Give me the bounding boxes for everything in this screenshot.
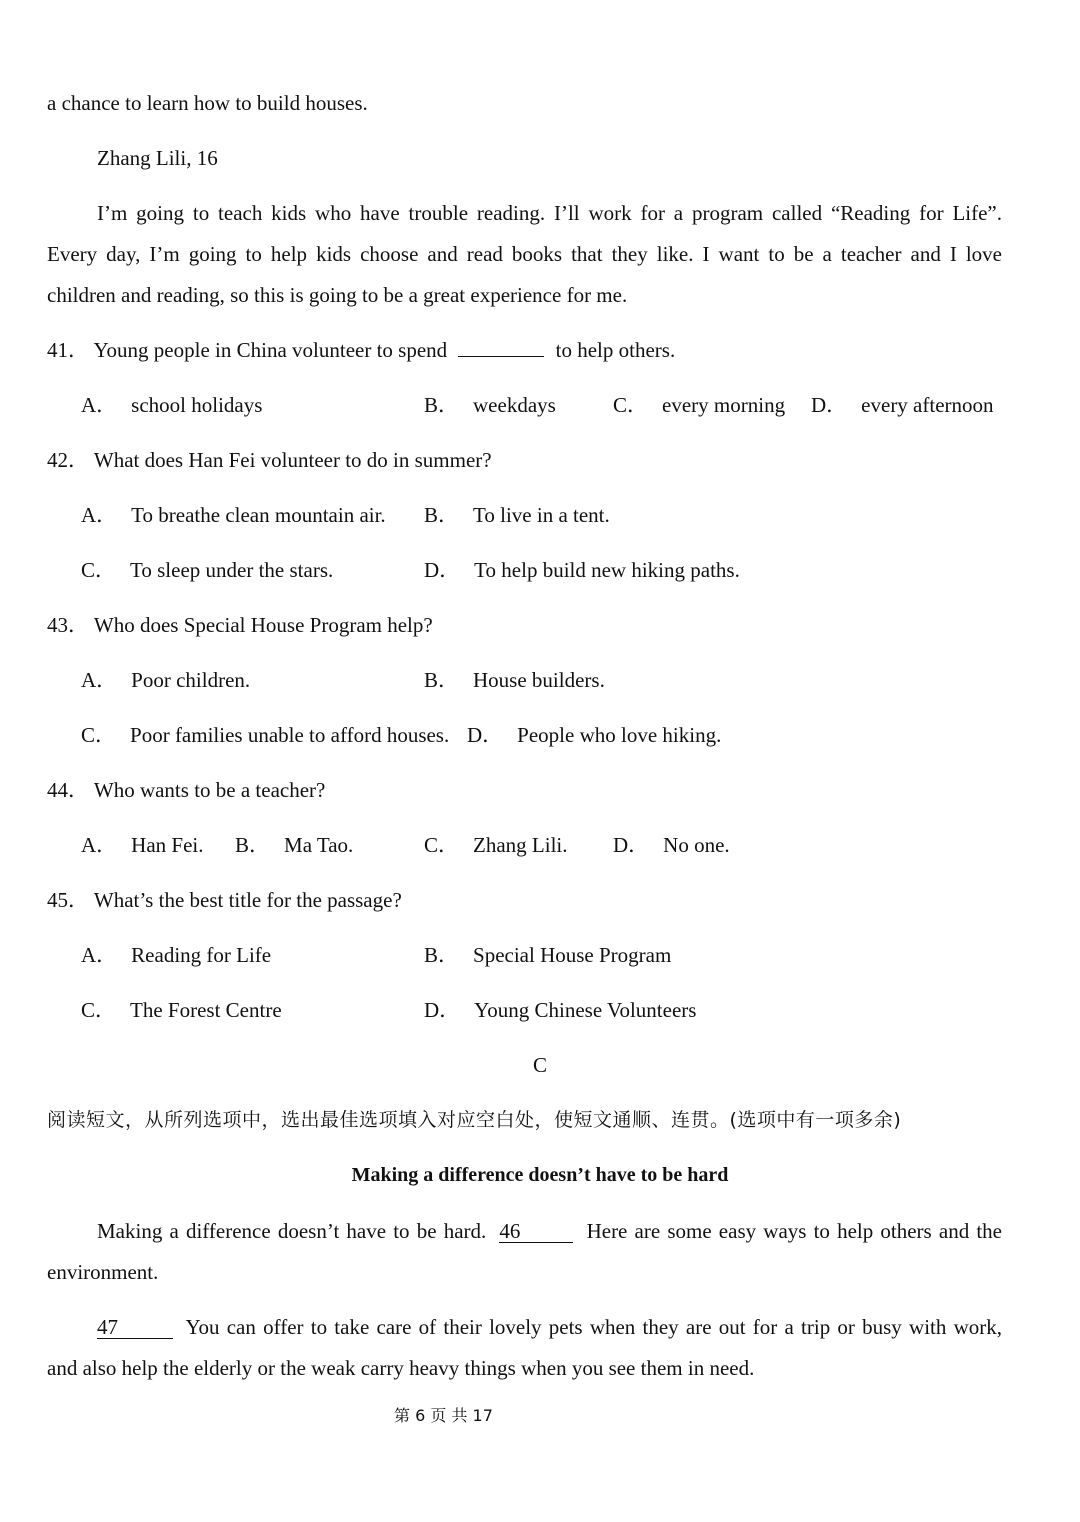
section-heading: C <box>532 1053 547 1077</box>
option-label: D． <box>424 558 461 582</box>
option-text: Zhang Lili. <box>473 833 568 857</box>
question-stem: What does Han Fei volunteer to do in summer? <box>93 448 492 472</box>
passage-paragraph-line <box>97 1313 1002 1341</box>
option-label: C． <box>424 833 460 857</box>
option-text: The Forest Centre <box>130 998 282 1022</box>
passage-paragraph-line: children and reading, so this is going to be a great experience for me. <box>47 283 628 307</box>
option-a[interactable] <box>81 666 250 694</box>
option-b[interactable] <box>424 666 605 694</box>
option-label: C． <box>81 998 117 1022</box>
option-label: B． <box>424 943 460 967</box>
option-d[interactable] <box>811 391 994 419</box>
answer-blank-46[interactable]: 46 <box>499 1220 573 1243</box>
option-d[interactable] <box>613 831 730 859</box>
option-text: Young Chinese Volunteers <box>474 998 697 1022</box>
option-a[interactable] <box>81 831 204 859</box>
option-d[interactable] <box>424 996 696 1024</box>
option-text: To help build new hiking paths. <box>474 558 740 582</box>
question-stem: Who does Special House Program help? <box>93 613 433 637</box>
passage-text: You can offer to take care of their lovely pets when they are out for a trip or busy with work, <box>185 1315 1002 1339</box>
question-number: 44． <box>47 778 89 802</box>
section-instruction: 阅读短文，从所列选项中，选出最佳选项填入对应空白处，使短文通顺、连贯。(选项中有一项多余) <box>47 1109 902 1131</box>
passage-paragraph-line: environment. <box>47 1260 159 1284</box>
question-number: 43． <box>47 613 89 637</box>
option-text: To live in a tent. <box>473 503 610 527</box>
question-42 <box>47 446 492 474</box>
option-text: House builders. <box>473 668 605 692</box>
option-label: D． <box>467 723 504 747</box>
option-a[interactable] <box>81 501 386 529</box>
answer-blank[interactable] <box>458 356 544 357</box>
option-text: To breathe clean mountain air. <box>131 503 386 527</box>
option-label: B． <box>424 393 460 417</box>
option-text: Reading for Life <box>131 943 272 967</box>
option-label: B． <box>235 833 271 857</box>
question-stem: Young people in China volunteer to spend <box>93 338 448 362</box>
option-d[interactable] <box>424 556 740 584</box>
option-text: Han Fei. <box>131 833 204 857</box>
question-number: 45． <box>47 888 89 912</box>
option-text: Poor children. <box>131 668 251 692</box>
passage-continued-line: a chance to learn how to build houses. <box>47 91 368 115</box>
option-label: C． <box>81 723 117 747</box>
passage-paragraph-line: I’m going to teach kids who have trouble reading. I’ll work for a program called “Reading for Life”. <box>97 201 1002 225</box>
option-label: D． <box>811 393 848 417</box>
question-number: 41． <box>47 338 89 362</box>
passage-text: Here are some easy ways to help others and the <box>586 1219 1002 1243</box>
option-label: A． <box>81 943 118 967</box>
question-stem: What’s the best title for the passage? <box>93 888 402 912</box>
answer-blank-47[interactable]: 47 <box>97 1316 173 1339</box>
question-43 <box>47 611 433 639</box>
option-label: A． <box>81 833 118 857</box>
option-text: No one. <box>663 833 730 857</box>
passage-title: Making a difference doesn’t have to be hard <box>351 1164 729 1186</box>
question-44 <box>47 776 325 804</box>
option-a[interactable] <box>81 941 271 969</box>
option-label: A． <box>81 668 118 692</box>
question-stem: Who wants to be a teacher? <box>93 778 326 802</box>
passage-author: Zhang Lili, 16 <box>97 146 218 170</box>
option-label: C． <box>81 558 117 582</box>
passage-text: Making a difference doesn’t have to be hard. <box>97 1219 487 1243</box>
option-a[interactable] <box>81 391 262 419</box>
option-label: D． <box>424 998 461 1022</box>
question-41 <box>47 336 675 364</box>
option-text: Special House Program <box>473 943 672 967</box>
option-b[interactable] <box>424 501 610 529</box>
option-c[interactable] <box>81 556 333 584</box>
option-label: C． <box>613 393 649 417</box>
page-footer: 第 6 页 共 17 <box>394 1406 493 1425</box>
passage-paragraph-line: Every day, I’m going to help kids choose and read books that they like. I want to be a teacher and I love <box>47 242 1002 266</box>
option-c[interactable] <box>613 391 785 419</box>
option-label: B． <box>424 503 460 527</box>
option-b[interactable] <box>235 831 353 859</box>
question-stem-after: to help others. <box>555 338 676 362</box>
passage-paragraph-line: and also help the elderly or the weak carry heavy things when you see them in need. <box>47 1356 755 1380</box>
option-text: weekdays <box>473 393 556 417</box>
option-text: People who love hiking. <box>517 723 722 747</box>
option-label: A． <box>81 393 118 417</box>
option-d[interactable] <box>467 721 721 749</box>
option-b[interactable] <box>424 941 671 969</box>
option-label: A． <box>81 503 118 527</box>
question-45 <box>47 886 402 914</box>
option-text: Poor families unable to afford houses. <box>130 723 450 747</box>
option-text: every afternoon <box>861 393 994 417</box>
option-c[interactable] <box>81 996 282 1024</box>
option-b[interactable] <box>424 391 556 419</box>
option-text: every morning <box>662 393 786 417</box>
option-c[interactable] <box>424 831 568 859</box>
question-number: 42． <box>47 448 89 472</box>
option-text: school holidays <box>131 393 263 417</box>
option-text: Ma Tao. <box>284 833 354 857</box>
option-label: D． <box>613 833 650 857</box>
option-label: B． <box>424 668 460 692</box>
option-text: To sleep under the stars. <box>130 558 334 582</box>
passage-paragraph-line <box>97 1217 1002 1245</box>
option-c[interactable] <box>81 721 449 749</box>
